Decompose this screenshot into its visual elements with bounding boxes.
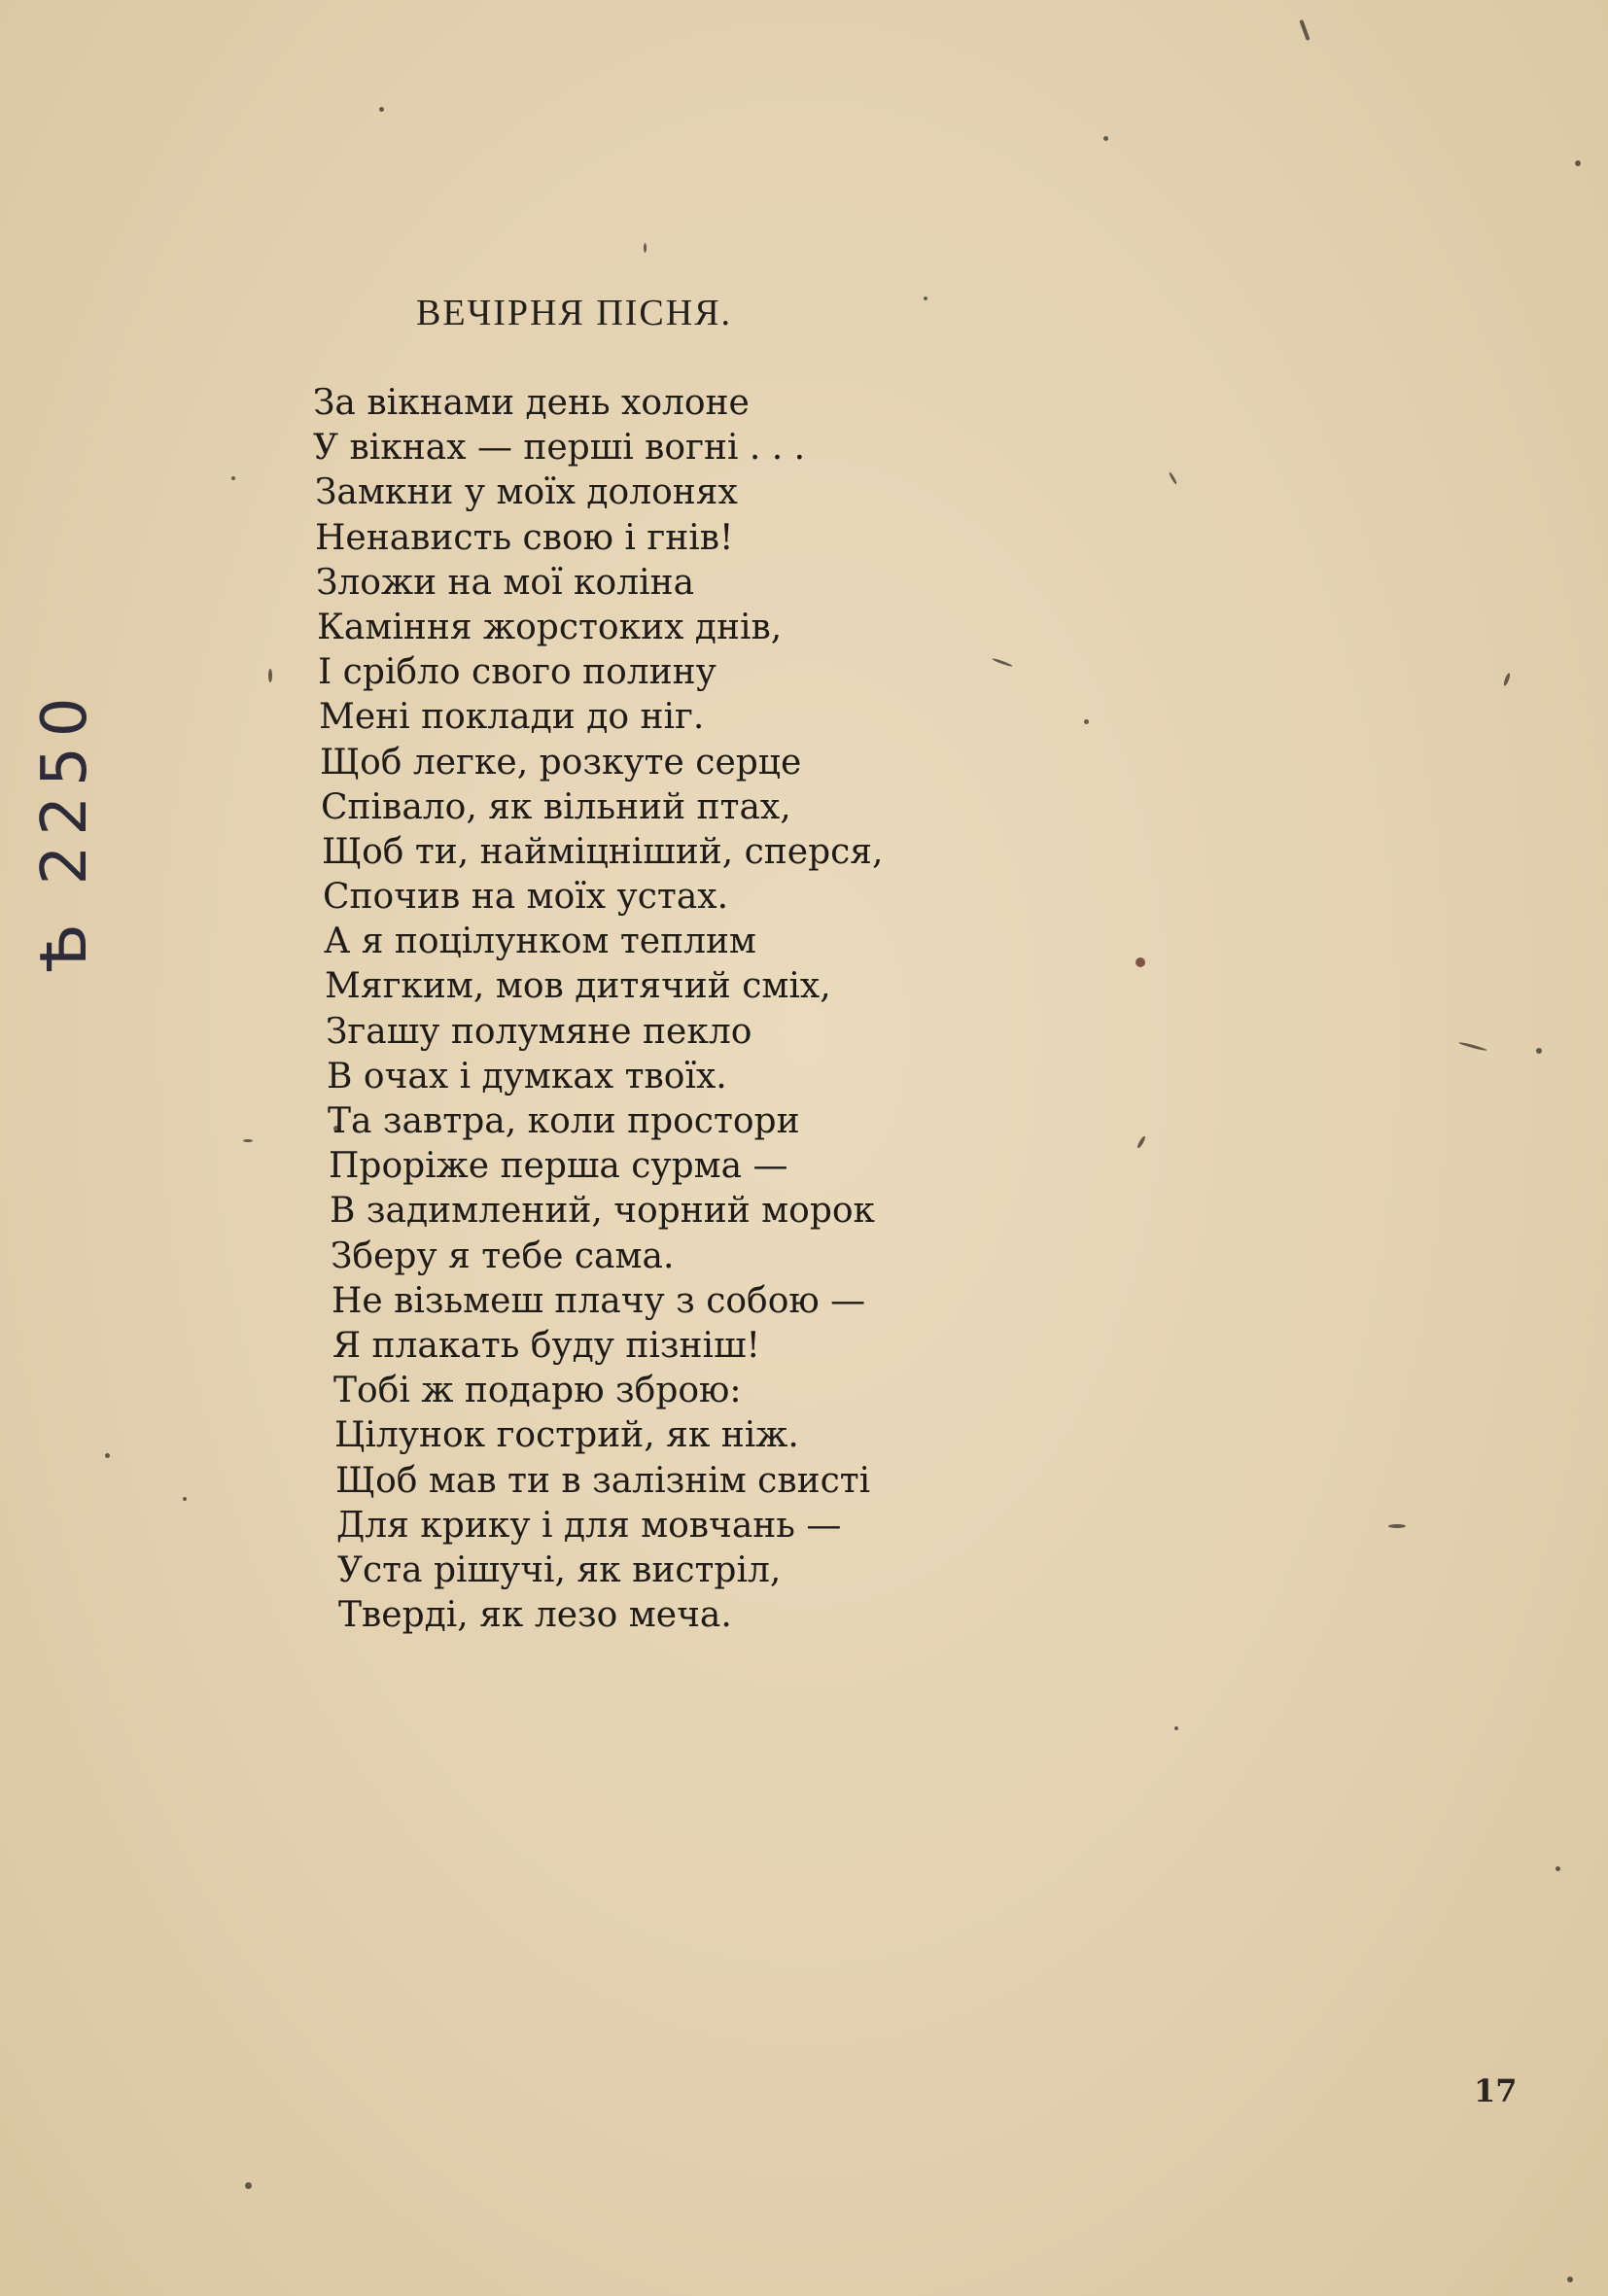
poem-line: А я поцілунком теплим — [324, 922, 756, 962]
poem-line: Не візьмеш плачу з собою — — [332, 1280, 866, 1321]
poem-line: Тверді, як лезо меча. — [338, 1595, 732, 1636]
poem-line: Тобі ж подарю зброю: — [333, 1371, 742, 1411]
paper-speck — [1136, 957, 1145, 967]
paper-speck — [1567, 2277, 1573, 2282]
paper-speck — [644, 243, 647, 253]
poem-line: Для крику і для мовчань — — [336, 1505, 842, 1546]
poem-line: І срібло свого полину — [318, 652, 717, 693]
paper-speck — [243, 1139, 253, 1142]
paper-speck — [1536, 1048, 1542, 1054]
paper-speck — [1169, 471, 1178, 485]
poem-line: Мягким, мов дитячий сміх, — [325, 966, 831, 1007]
poem-line: Я плакать буду пізніш! — [332, 1325, 760, 1366]
paper-speck — [268, 669, 272, 682]
poem-line: Мені поклади до ніг. — [319, 697, 705, 738]
paper-speck — [924, 296, 927, 300]
poem-line: Співало, як вільний птах, — [321, 786, 791, 827]
poem-body — [313, 381, 1052, 1638]
paper-speck — [1388, 1524, 1406, 1528]
paper-speck — [1103, 136, 1108, 141]
paper-speck — [1084, 719, 1089, 724]
paper-speck — [1503, 673, 1512, 687]
paper-speck — [1575, 160, 1581, 166]
poem-line: В очах і думках твоїх. — [327, 1056, 727, 1096]
poem-line: Щоб легке, розкуте серце — [320, 742, 802, 783]
paper-speck — [1299, 19, 1310, 41]
poem-title: ВЕЧІРНЯ ПІСНЯ. — [416, 293, 733, 333]
poem-line: Щоб мав ти в залізнім свисті — [335, 1460, 871, 1501]
poem-line: У вікнах — перші вогні . . . — [313, 428, 806, 469]
paper-speck — [379, 107, 384, 112]
paper-speck — [245, 2182, 252, 2189]
poem-line: Ненависть свою і гнів! — [315, 517, 734, 558]
poem-line: Замкни у моїх долонях — [315, 472, 738, 513]
poem-line: В задимлений, чорний морок — [330, 1191, 876, 1232]
poem-line: Та завтра, коли простори — [328, 1101, 800, 1141]
handwritten-shelf-mark: Ѣ 2250 — [29, 687, 101, 972]
paper-speck — [105, 1453, 110, 1458]
paper-speck — [1556, 1866, 1560, 1871]
poem-line: Спочив на моїх устах. — [323, 877, 729, 918]
paper-speck — [1136, 1135, 1146, 1149]
poem-line: Зберу я тебе сама. — [331, 1235, 675, 1276]
poem-line: Цілунок гострий, як ніж. — [334, 1415, 799, 1456]
poem-line: Проріже перша сурма — — [329, 1146, 788, 1187]
paper-speck — [183, 1497, 187, 1501]
poem-line: Каміння жорстоких днів, — [317, 607, 783, 647]
paper-speck — [231, 476, 235, 480]
poem-line: Уста рішучі, як вистріл, — [337, 1549, 782, 1590]
paper-speck — [1458, 1041, 1487, 1052]
poem-line: За вікнами день холоне — [313, 383, 750, 423]
poem-line: Зложи на мої коліна — [316, 562, 695, 603]
poem-line: Щоб ти, найміцніший, сперся, — [322, 831, 884, 872]
page-number: 17 — [1474, 2072, 1518, 2109]
paper-speck — [1174, 1726, 1178, 1730]
poem-line: Згашу полумяне пекло — [326, 1011, 752, 1052]
